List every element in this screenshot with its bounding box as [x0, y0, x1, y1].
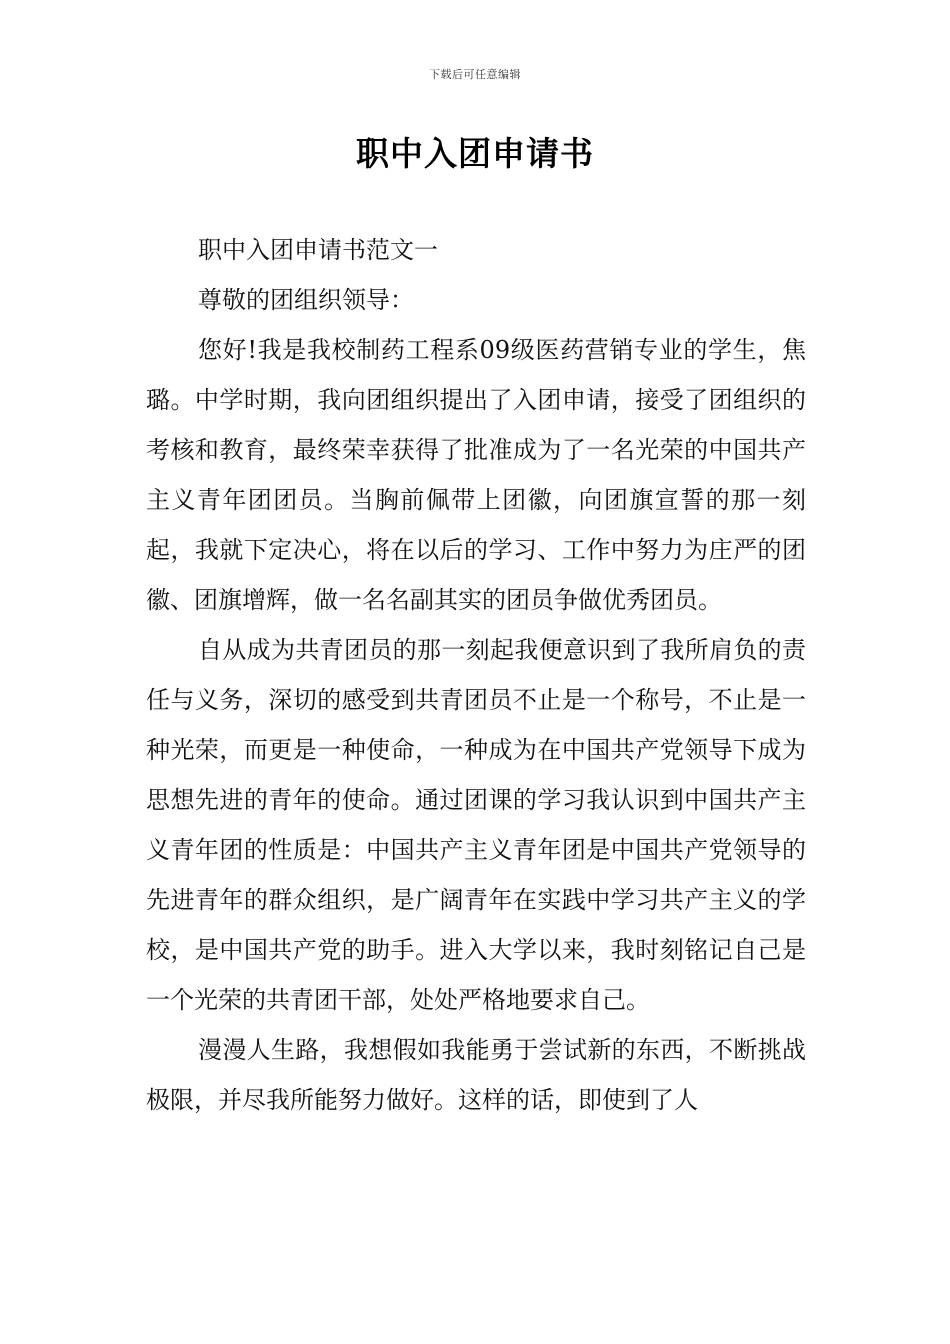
paragraph-life-road: 漫漫人生路，我想假如我能勇于尝试新的东西，不断挑战极限，并尽我所能努力做好。这样的话，即使到了人	[146, 1036, 806, 1114]
paragraph-subtitle: 职中入团申请书范文一	[198, 236, 438, 264]
header-note: 下载后可任意编辑	[429, 68, 521, 81]
document-title: 职中入团申请书	[356, 134, 594, 173]
paragraph-responsibility: 自从成为共青团员的那一刻起我便意识到了我所肩负的责任与义务，深切的感受到共青团员不止是一个称号，不止是一种光荣，而更是一种使命，一种成为在中国共产党领导下成为思想先进的青年的使命。通过团课的学习我认识到中国共产主义青年团的性质是：中国共产主义青年团是中国共产党领导的先进青年的群众组织，是广阔青年在实践中学习共产主义的学校，是中国共产党的助手。进入大学以来，我时刻铭记自己是一个光荣的共青团干部，处处严格地要求自己。	[146, 636, 806, 1014]
document-body	[146, 225, 806, 1125]
paragraph-intro: 您好!我是我校制药工程系09级医药营销专业的学生，焦璐。中学时期，我向团组织提出了入团申请，接受了团组织的考核和教育，最终荣幸获得了批准成为了一名光荣的中国共产主义青年团团员。当胸前佩带上团徽，向团旗宣誓的那一刻起，我就下定决心，将在以后的学习、工作中努力为庄严的团徽、团旗增辉，做一名名副其实的团员争做优秀团员。	[146, 336, 806, 614]
paragraph-salutation: 尊敬的团组织领导：	[198, 286, 414, 314]
